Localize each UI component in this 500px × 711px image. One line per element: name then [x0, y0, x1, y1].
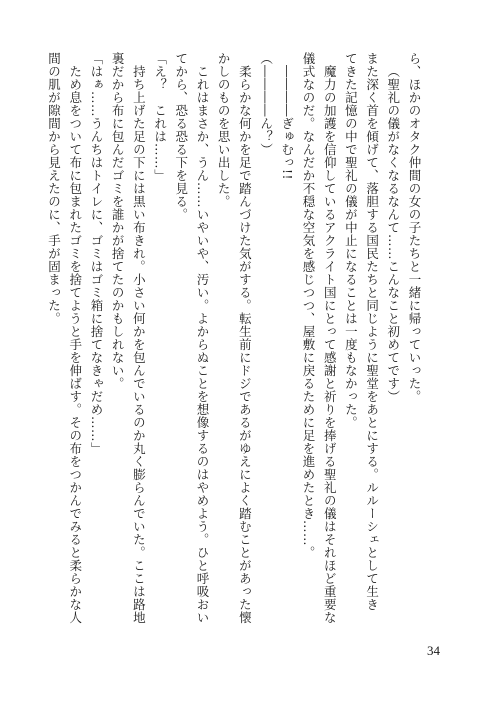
text-line: てから、恐る恐る下を見る。: [173, 52, 189, 221]
vertical-body-text: [46, 52, 425, 652]
text-line: 持ち上げた足の下には黒い布きれ。小さい何かを包んでいるのか丸く膨らんでいた。ここは路地: [131, 64, 147, 624]
text-line: 柔らかな何かを足で踏んづけた気がする。転生前にドジであるがゆえによく踏むことがあった懐: [237, 64, 253, 624]
text-line: 「はぁ……うんちはトイレに、ゴミはゴミ箱に捨てなきゃだめ……」: [88, 52, 104, 455]
text-line: 魔力の加護を信仰しているアクライト国にとって感謝と祈りを捧げる聖礼の儀はそれほど重要な: [322, 64, 338, 624]
text-line: 間の肌が隙間から見えたのに、手が固まった。: [46, 52, 62, 325]
text-line: 儀式なのだ。なんだか不穏な空気を感じつつ、屋敷に戻るために足を進めたとき……。: [300, 52, 316, 559]
text-line: かしのものを思い出した。: [216, 52, 232, 208]
text-line: （聖礼の儀がなくなるなんて……こんなこと初めてです）: [385, 64, 401, 403]
text-line: 「え？ これは……」: [152, 52, 168, 182]
text-line: ら、ほかのオタク仲間の女の子たちと一緒に帰っていった。: [407, 52, 422, 403]
page-number: 34: [427, 643, 440, 658]
text-line: （――――ん？）: [258, 52, 274, 156]
text-line: これはまさか、うん……いやいや、汚い。よからぬことを想像するのはやめよう。ひと呼吸おい: [194, 64, 210, 624]
text-line: また深く首を傾げて、落胆する国民たちと同じように聖堂をあとにする。ルルーシェとして生き: [364, 52, 380, 611]
text-line: てきた記憶の中で聖礼の儀が中止になることは一度もなかった。: [343, 52, 359, 429]
text-line: 裏だから布に包んだゴミを誰かが捨てたのかもしれない。: [110, 52, 126, 390]
text-line: ため息をついて布に包まれたゴミを捨てようと手を伸ばす。その布をつかんでみると柔らかな人: [67, 64, 83, 624]
text-line: ――――ぎゅむっ!!: [279, 64, 295, 180]
